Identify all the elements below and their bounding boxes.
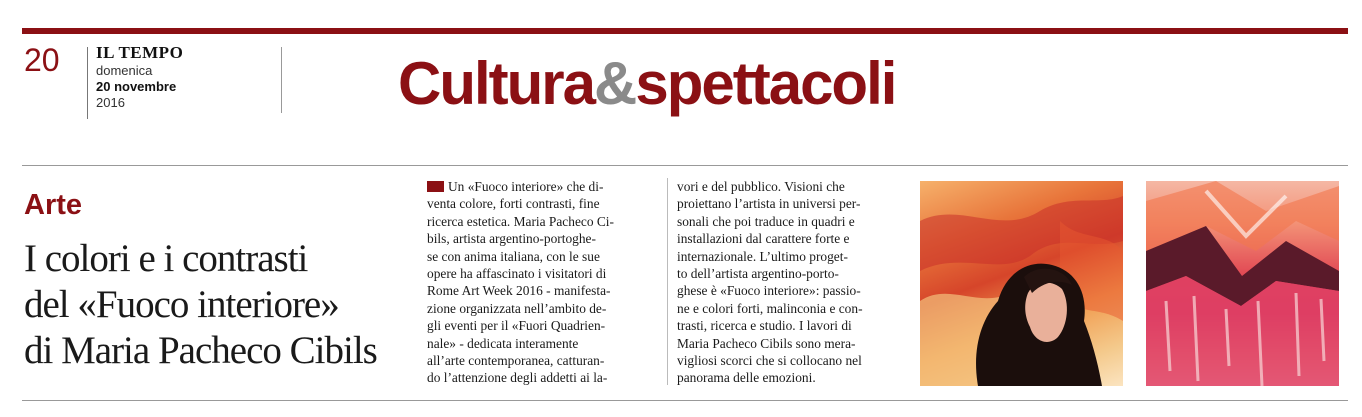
- article-headline: [24, 236, 414, 374]
- body-line: zione organizzata nell’ambito de-: [427, 300, 607, 316]
- body-line: panorama delle emozioni.: [677, 370, 816, 386]
- article-kicker: Arte: [24, 189, 83, 221]
- body-line: proiettano l’artista in universi per-: [677, 196, 861, 212]
- date-day-month: 20 novembre: [96, 78, 177, 94]
- body-line: Rome Art Week 2016 - manifesta-: [427, 283, 611, 299]
- bottom-rule: [22, 400, 1348, 401]
- section-title-part2: spettacoli: [635, 50, 896, 117]
- newspaper-name: IL TEMPO: [96, 43, 184, 62]
- section-title: [398, 47, 895, 121]
- body-line: ricerca estetica. Maria Pacheco Ci-: [427, 213, 614, 229]
- page-number: 20: [24, 42, 60, 78]
- body-line: ghese è «Fuoco interiore»: passio-: [677, 283, 861, 299]
- body-line: nale» - dedicata interamente: [427, 335, 579, 351]
- portrait-illustration: [920, 181, 1123, 386]
- header-divider: [281, 47, 282, 113]
- section-divider-rule: [22, 165, 1348, 166]
- date-year: 2016: [96, 94, 125, 110]
- body-line: Maria Pacheco Cibils sono mera-: [677, 335, 856, 351]
- masthead: [96, 44, 266, 111]
- paragraph-marker-icon: [427, 181, 444, 192]
- headline-line: di Maria Pacheco Cibils: [24, 329, 377, 372]
- artist-portrait-photo: [920, 181, 1123, 386]
- body-line: gli eventi per il «Fuori Quadrien-: [427, 318, 606, 334]
- painting-photo: [1146, 181, 1339, 386]
- body-line: se con anima italiana, con le sue: [427, 248, 600, 264]
- body-line: ne e colori forti, malinconia e con-: [677, 300, 863, 316]
- body-line: opere ha affascinato i visitatori di: [427, 266, 607, 282]
- column-divider: [667, 178, 668, 385]
- body-line: do l’attenzione degli addetti ai la-: [427, 370, 608, 386]
- body-line: installazioni dal carattere forte e: [677, 231, 850, 247]
- headline-line: del «Fuoco interiore»: [24, 283, 339, 326]
- body-line: trasti, ricerca e studio. I lavori di: [677, 318, 852, 334]
- body-line: venta colore, forti contrasti, fine: [427, 196, 600, 212]
- body-line: all’arte contemporanea, catturan-: [427, 353, 605, 369]
- date-weekday: domenica: [96, 62, 153, 78]
- body-line: internazionale. L’ultimo proget-: [677, 248, 848, 264]
- body-line: Un «Fuoco interiore» che di-: [427, 178, 647, 195]
- body-line: vori e del pubblico. Visioni che: [677, 179, 845, 194]
- article-column-2: [677, 178, 897, 387]
- section-title-part1: Cultura: [398, 50, 594, 117]
- body-line: to dell’artista argentino-porto-: [677, 266, 839, 282]
- section-title-ampersand: &: [594, 50, 636, 117]
- masthead-divider: [87, 47, 88, 119]
- body-line: vigliosi scorci che si collocano nel: [677, 353, 862, 369]
- body-line: sonali che poi traduce in quadri e: [677, 213, 855, 229]
- headline-line: I colori e i contrasti: [24, 237, 308, 280]
- body-line: bils, artista argentino-portoghe-: [427, 231, 596, 247]
- painting-illustration: [1146, 181, 1339, 386]
- article-column-1: [427, 178, 647, 387]
- top-accent-rule: [22, 28, 1348, 34]
